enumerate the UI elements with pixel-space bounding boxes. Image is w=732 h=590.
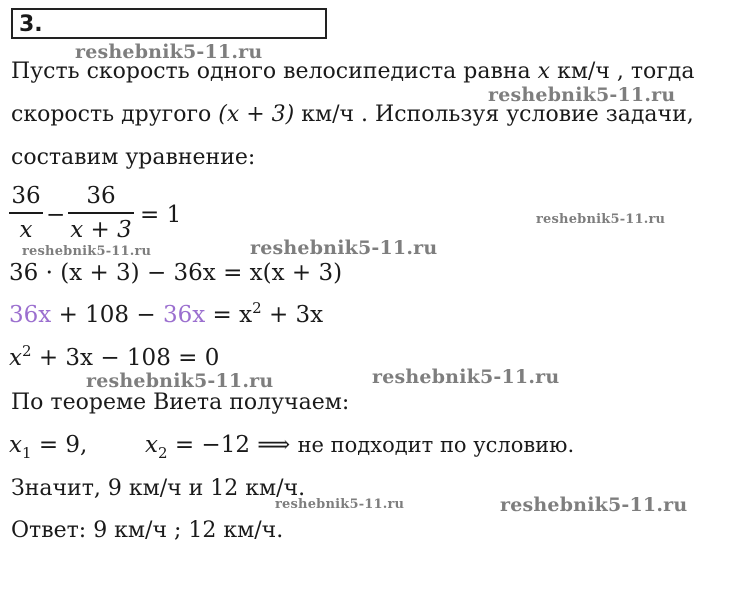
root-2-note: не подходит по условию. (297, 433, 575, 457)
eq3-tail: + 3x (268, 302, 324, 328)
conclusion-line: Значит, 9 км/ч и 12 км/ч. (11, 476, 306, 501)
watermark: reshebnik5-11.ru (22, 244, 152, 259)
line-1-text-b: км/ч , тогда (557, 59, 695, 84)
eq3-highlight-2: 36x (162, 302, 206, 328)
line-2-expr: (x + 3) (218, 102, 295, 127)
task-number-box (11, 8, 327, 39)
roots-line (9, 432, 88, 462)
watermark: reshebnik5-11.ru (275, 497, 405, 512)
fraction-1-numerator: 36 (11, 183, 41, 209)
watermark: reshebnik5-11.ru (250, 237, 438, 259)
fraction-1-bar (9, 212, 43, 214)
watermark: reshebnik5-11.ru (488, 84, 676, 106)
eq3-mid: + 108 − (58, 302, 156, 328)
line-3: составим уравнение: (11, 145, 256, 170)
fraction-1 (9, 183, 43, 243)
line-1 (11, 61, 694, 83)
eq3-eq: = x (212, 302, 253, 328)
line-1-text-a: Пусть скорость одного велосипедиста равна (11, 59, 531, 84)
fraction-2-denominator: x + 3 (70, 216, 132, 243)
watermark: reshebnik5-11.ru (75, 41, 263, 63)
equation-3 (9, 299, 324, 328)
root-1-value: = 9, (38, 432, 88, 458)
root-2-var: x (145, 432, 158, 458)
eq4-power: 2 (21, 342, 32, 360)
root-2 (145, 432, 575, 462)
watermark: reshebnik5-11.ru (372, 366, 560, 388)
watermark: reshebnik5-11.ru (536, 212, 666, 227)
eq1-rhs: = 1 (140, 202, 182, 228)
line-2-text-b: км/ч . Используя условие задачи, (301, 102, 694, 127)
fraction-2 (68, 183, 134, 243)
eq4-tail: + 3x − 108 = 0 (38, 345, 220, 371)
fraction-2-bar (68, 212, 134, 214)
equation-2: 36 · (x + 3) − 36x = x(x + 3) (9, 260, 343, 286)
fraction-1-denominator: x (19, 216, 33, 243)
task-number: 3. (19, 12, 43, 37)
eq4-x: x (9, 345, 22, 371)
eq1-minus: − (46, 202, 66, 228)
root-2-sub: 2 (157, 444, 168, 462)
watermark: reshebnik5-11.ru (86, 370, 274, 392)
equation-4 (9, 342, 220, 371)
line-1-var: x (537, 59, 551, 84)
vieta-line: По теореме Виета получаем: (11, 390, 350, 415)
root-2-value: = −12 ⟹ (174, 432, 291, 458)
eq3-highlight-1: 36x (9, 302, 52, 328)
watermark: reshebnik5-11.ru (500, 494, 688, 516)
answer-line: Ответ: 9 км/ч ; 12 км/ч. (11, 518, 284, 543)
root-1-sub: 1 (21, 444, 32, 462)
root-1-var: x (9, 432, 22, 458)
line-2-text-a: скорость другого (11, 102, 212, 127)
eq3-power: 2 (252, 299, 262, 317)
fraction-2-numerator: 36 (86, 183, 116, 209)
line-2 (11, 104, 694, 126)
